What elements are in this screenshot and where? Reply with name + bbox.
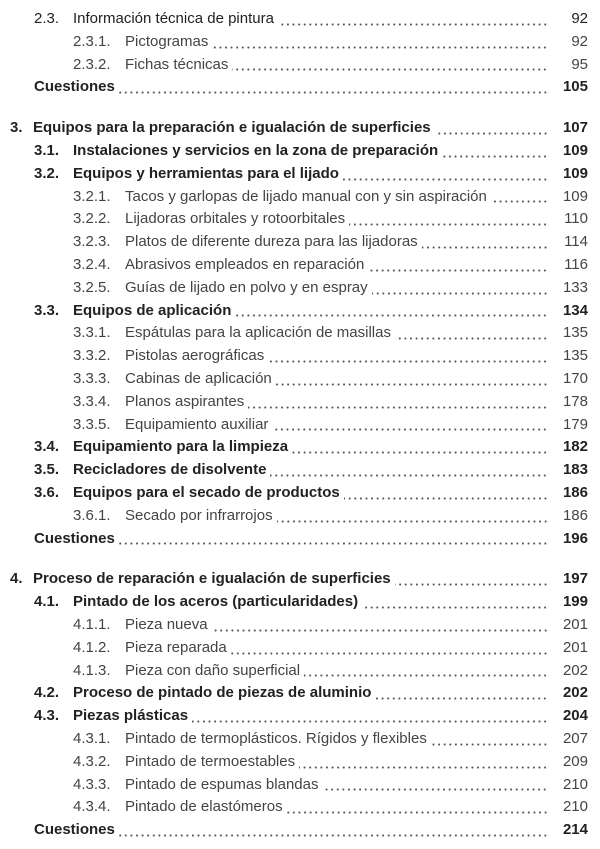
toc-entry-page: 179 — [562, 415, 588, 433]
toc-entry-page: 109 — [562, 141, 588, 159]
toc-section-entry — [0, 300, 600, 323]
dot-leader — [212, 46, 548, 49]
dot-leader — [304, 674, 548, 677]
toc-entry-title: Cabinas de aplicación — [125, 369, 272, 387]
toc-entry-title: Instalaciones y servicios en la zona de preparación — [73, 141, 439, 159]
toc-entry-number: 2.3. — [34, 10, 60, 27]
toc-entry-page: 183 — [562, 461, 588, 479]
toc-entry-title: Planos aspirantes — [125, 392, 245, 410]
toc-section-entry — [0, 322, 600, 345]
toc-entry-title: Lijadoras orbitales y rotoorbitales — [125, 210, 346, 228]
toc-entry-number: 3.3. — [34, 301, 60, 319]
toc-section-entry — [0, 231, 600, 254]
toc-entry-page: 201 — [562, 615, 588, 633]
toc-entry-page: 199 — [562, 593, 588, 611]
toc-entry-number: 4.3.1. — [73, 729, 111, 747]
toc-entry-page: 95 — [571, 55, 588, 73]
dot-leader — [292, 451, 548, 454]
dot-leader — [278, 23, 548, 26]
toc-entry-number: 3.4. — [34, 438, 60, 456]
dot-leader — [287, 811, 548, 814]
toc-entry-title: Pictogramas — [125, 32, 209, 50]
toc-entry-title: Guías de lijado en polvo y en espray — [125, 278, 368, 296]
dot-leader — [192, 720, 548, 723]
dot-leader — [375, 697, 548, 700]
toc-entry-title: Piezas plásticas — [73, 707, 189, 725]
toc-entry-number: 4. — [10, 570, 23, 588]
toc-entry-number: 3.3.5. — [73, 415, 111, 433]
dot-leader — [231, 652, 548, 655]
toc-entry-number: 3.2.4. — [73, 255, 111, 273]
toc-section-entry — [0, 391, 600, 414]
toc-section-entry — [0, 774, 600, 797]
toc-section-entry — [0, 751, 600, 774]
dot-leader — [442, 155, 548, 158]
toc-section-entry — [0, 277, 600, 300]
dot-leader — [349, 223, 548, 226]
toc-entry-number: 4.1.1. — [73, 615, 111, 633]
dot-leader — [276, 383, 548, 386]
toc-entry-title: Recicladores de disolvente — [73, 461, 267, 479]
toc-entry-number: 4.3. — [34, 707, 60, 725]
dot-leader — [272, 428, 548, 431]
toc-entry-number: 3.2.2. — [73, 210, 111, 228]
toc-section-entry — [0, 705, 600, 728]
toc-entry-page: 109 — [562, 164, 588, 182]
toc-entry-page: 202 — [562, 661, 588, 679]
dot-leader — [491, 200, 548, 203]
toc-entry-title: Secado por infrarrojos — [125, 506, 273, 524]
toc-entry-number: 3.2.3. — [73, 233, 111, 251]
toc-entry-title: Pintado de termoplásticos. Rígidos y flexibles — [125, 729, 427, 747]
dot-leader — [268, 360, 548, 363]
toc-entry-title: Pintado de espumas blandas — [125, 775, 319, 793]
dot-leader — [232, 68, 548, 71]
toc-questions-entry — [0, 819, 600, 842]
toc-entry-page: 197 — [562, 570, 588, 588]
dot-leader — [270, 474, 548, 477]
dot-leader — [212, 629, 548, 632]
toc-section-entry — [0, 140, 600, 163]
dot-leader — [299, 766, 548, 769]
toc-section-entry — [0, 345, 600, 368]
toc-section-entry — [0, 637, 600, 660]
toc-entry-page: 178 — [562, 392, 588, 410]
toc-section-entry — [0, 660, 600, 683]
toc-section-entry — [0, 682, 600, 705]
toc-entry-title: Equipos de aplicación — [73, 301, 232, 319]
toc-section-entry — [0, 368, 600, 391]
toc-section-entry — [0, 208, 600, 231]
toc-entry-title: Pistolas aerográficas — [125, 347, 265, 365]
toc-entry-title: Fichas técnicas — [125, 55, 229, 73]
toc-chapter-entry — [0, 117, 600, 140]
toc-entry-page: 105 — [562, 78, 588, 96]
toc-entry-page: 109 — [562, 187, 588, 205]
toc-entry-title: Pieza con daño superficial — [125, 661, 301, 679]
toc-entry-number: 3.1. — [34, 141, 60, 159]
toc-section-entry — [0, 482, 600, 505]
toc-section-entry — [0, 796, 600, 819]
toc-entry-title: Proceso de pintado de piezas de aluminio — [73, 684, 372, 702]
dot-leader — [235, 314, 548, 317]
toc-entry-title: Información técnica de pintura — [73, 10, 274, 27]
toc-entry-page: 207 — [562, 729, 588, 747]
toc-section-entry — [0, 31, 600, 54]
toc-section-entry — [0, 728, 600, 751]
dot-leader — [362, 606, 548, 609]
toc-entry-title: Pintado de termoestables — [125, 752, 296, 770]
dot-leader — [435, 132, 548, 135]
toc-questions-entry — [0, 528, 600, 551]
toc-entry-page: 202 — [562, 684, 588, 702]
toc-entry-number: 4.3.3. — [73, 775, 111, 793]
toc-entry-page: 186 — [562, 506, 588, 524]
dot-leader — [395, 337, 548, 340]
toc-section-entry — [0, 591, 600, 614]
toc-entry-title: Equipos y herramientas para el lijado — [73, 164, 339, 182]
dot-leader — [343, 178, 548, 181]
toc-questions-entry — [0, 76, 600, 99]
toc-entry-number: 3.2.5. — [73, 278, 111, 296]
toc-entry-title: Cuestiones — [34, 78, 115, 96]
toc-entry-page: 135 — [562, 347, 588, 365]
toc-entry-title: Platos de diferente dureza para las lijadoras — [125, 233, 418, 251]
toc-entry-number: 3.2. — [34, 164, 60, 182]
toc-entry-page: 214 — [562, 821, 588, 839]
toc-section-entry — [0, 505, 600, 528]
toc-entry-number: 3.3.4. — [73, 392, 111, 410]
toc-entry-page: 107 — [562, 119, 588, 137]
toc-entry-number: 4.3.2. — [73, 752, 111, 770]
dot-leader — [344, 497, 548, 500]
toc-entry-number: 3.2.1. — [73, 187, 111, 205]
dot-leader — [431, 743, 548, 746]
toc-entry-number: 2.3.1. — [73, 32, 111, 50]
toc-entry-page: 204 — [562, 707, 588, 725]
toc-entry-page: 134 — [562, 301, 588, 319]
toc-entry-title: Cuestiones — [34, 529, 115, 547]
toc-section-entry — [0, 8, 600, 31]
toc-entry-number: 3.3.1. — [73, 324, 111, 342]
toc-entry-page: 196 — [562, 529, 588, 547]
toc-entry-page: 110 — [564, 210, 588, 228]
toc-entry-title: Equipamiento auxiliar — [125, 415, 269, 433]
dot-leader — [368, 269, 548, 272]
toc-section-entry — [0, 54, 600, 77]
toc-entry-title: Abrasivos empleados en reparación — [125, 255, 365, 273]
toc-entry-page: 201 — [562, 638, 588, 656]
toc-entry-title: Equipos para el secado de productos — [73, 483, 340, 501]
dot-leader — [248, 406, 548, 409]
toc-entry-title: Pintado de elastómeros — [125, 798, 283, 816]
toc-entry-page: 182 — [562, 438, 588, 456]
toc-entry-page: 135 — [562, 324, 588, 342]
dot-leader — [322, 788, 548, 791]
toc-entry-page: 186 — [562, 483, 588, 501]
toc-entry-page: 133 — [562, 278, 588, 296]
toc-entry-number: 4.2. — [34, 684, 60, 702]
toc-entry-title: Espátulas para la aplicación de masillas — [125, 324, 391, 342]
toc-entry-number: 3.5. — [34, 461, 60, 479]
toc-chapter-entry — [0, 568, 600, 591]
toc-entry-title: Equipos para la preparación e igualación de superficies — [33, 119, 431, 137]
toc-entry-title: Pieza nueva — [125, 615, 208, 633]
toc-entry-number: 3.3.2. — [73, 347, 111, 365]
toc-entry-title: Proceso de reparación e igualación de superficies — [33, 570, 391, 588]
toc-entry-page: 210 — [562, 798, 588, 816]
dot-leader — [119, 542, 548, 545]
dot-leader — [277, 520, 548, 523]
toc-entry-title: Pintado de los aceros (particularidades) — [73, 593, 359, 611]
toc-entry-title: Equipamiento para la limpieza — [73, 438, 289, 456]
toc-entry-number: 4.1.3. — [73, 661, 111, 679]
toc-section-entry — [0, 163, 600, 186]
toc-entry-page: 170 — [562, 369, 588, 387]
toc-entry-title: Cuestiones — [34, 821, 115, 839]
toc-entry-number: 3. — [10, 119, 23, 137]
toc-entry-number: 3.6. — [34, 483, 60, 501]
dot-leader — [119, 91, 548, 94]
table-of-contents — [0, 8, 600, 842]
dot-leader — [422, 246, 548, 249]
toc-entry-page: 92 — [571, 32, 588, 50]
toc-entry-number: 4.3.4. — [73, 798, 111, 816]
toc-section-entry — [0, 459, 600, 482]
toc-entry-number: 4.1. — [34, 593, 60, 611]
dot-leader — [372, 292, 548, 295]
toc-entry-page: 210 — [562, 775, 588, 793]
toc-entry-number: 2.3.2. — [73, 55, 111, 73]
toc-entry-number: 3.3.3. — [73, 369, 111, 387]
toc-section-entry — [0, 254, 600, 277]
toc-section-entry — [0, 414, 600, 437]
dot-leader — [395, 583, 548, 586]
dot-leader — [119, 834, 548, 837]
toc-entry-title: Tacos y garlopas de lijado manual con y sin aspiración — [125, 187, 487, 205]
toc-entry-number: 4.1.2. — [73, 638, 111, 656]
toc-entry-page: 209 — [562, 752, 588, 770]
toc-section-entry — [0, 186, 600, 209]
toc-entry-page: 116 — [564, 255, 588, 273]
toc-entry-page: 92 — [571, 10, 588, 27]
toc-entry-number: 3.6.1. — [73, 506, 111, 524]
toc-entry-page: 114 — [564, 233, 588, 251]
toc-entry-title: Pieza reparada — [125, 638, 227, 656]
toc-section-entry — [0, 436, 600, 459]
toc-section-entry — [0, 614, 600, 637]
